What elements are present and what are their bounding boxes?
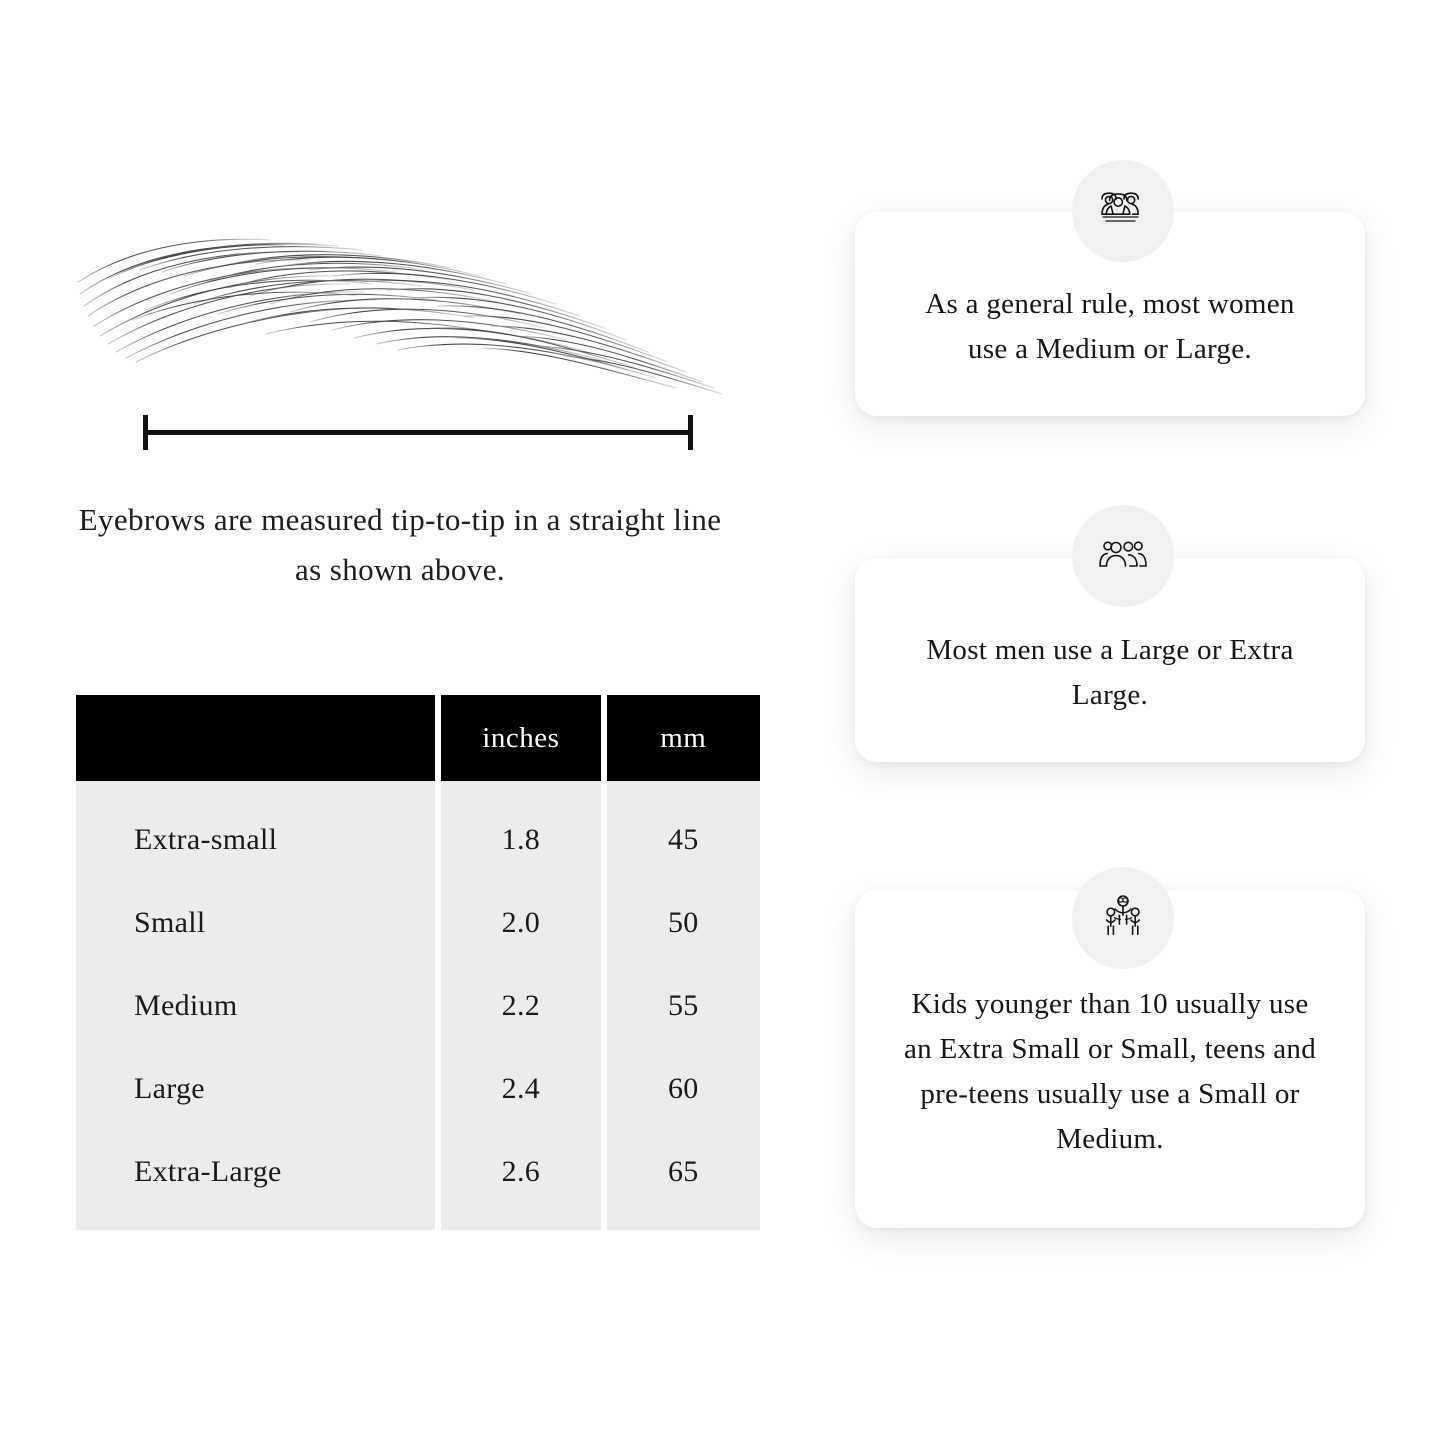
table-row	[76, 964, 760, 1047]
women-group-icon	[1072, 160, 1174, 262]
size-table-body	[76, 781, 760, 1230]
size-table-head	[76, 695, 760, 781]
kids-group-icon	[1072, 867, 1174, 969]
cell-mm: 55	[607, 964, 761, 1047]
eyebrow-illustration	[70, 210, 730, 410]
cell-mm: 60	[607, 1047, 761, 1130]
table-header-row	[76, 695, 760, 781]
men-group-icon	[1072, 505, 1174, 607]
measurement-caption: Eyebrows are measured tip-to-tip in a straight line as shown above.	[78, 502, 722, 587]
cell-size-name: Extra-Large	[76, 1130, 435, 1230]
column-header-mm: mm	[607, 695, 761, 781]
cell-size-name: Extra-small	[76, 781, 435, 881]
column-header-name	[76, 695, 435, 781]
cell-size-name: Small	[76, 881, 435, 964]
cell-inches: 2.0	[441, 881, 600, 964]
measurement-bar	[143, 415, 693, 451]
note-card-kids-text: Kids younger than 10 usually use an Extra Small or Small, teens and pre-teens usually use a Small or Medium.	[903, 988, 1317, 1155]
table-row	[76, 781, 760, 881]
cell-inches: 2.6	[441, 1130, 600, 1230]
column-header-inches: inches	[441, 695, 600, 781]
cell-size-name: Large	[76, 1047, 435, 1130]
table-row	[76, 881, 760, 964]
cell-inches: 2.4	[441, 1047, 600, 1130]
measure-cap-right	[688, 415, 693, 450]
size-table	[70, 695, 766, 1230]
cell-mm: 65	[607, 1130, 761, 1230]
note-card-women-text: As a general rule, most women use a Medium or Large.	[925, 288, 1295, 365]
measure-line	[143, 430, 693, 435]
cell-inches: 2.2	[441, 964, 600, 1047]
table-row	[76, 1047, 760, 1130]
cell-mm: 45	[607, 781, 761, 881]
cell-size-name: Medium	[76, 964, 435, 1047]
right-column	[800, 0, 1445, 1445]
cell-mm: 50	[607, 881, 761, 964]
cell-inches: 1.8	[441, 781, 600, 881]
table-row	[76, 1130, 760, 1230]
note-card-men-text: Most men use a Large or Extra Large.	[926, 634, 1294, 711]
